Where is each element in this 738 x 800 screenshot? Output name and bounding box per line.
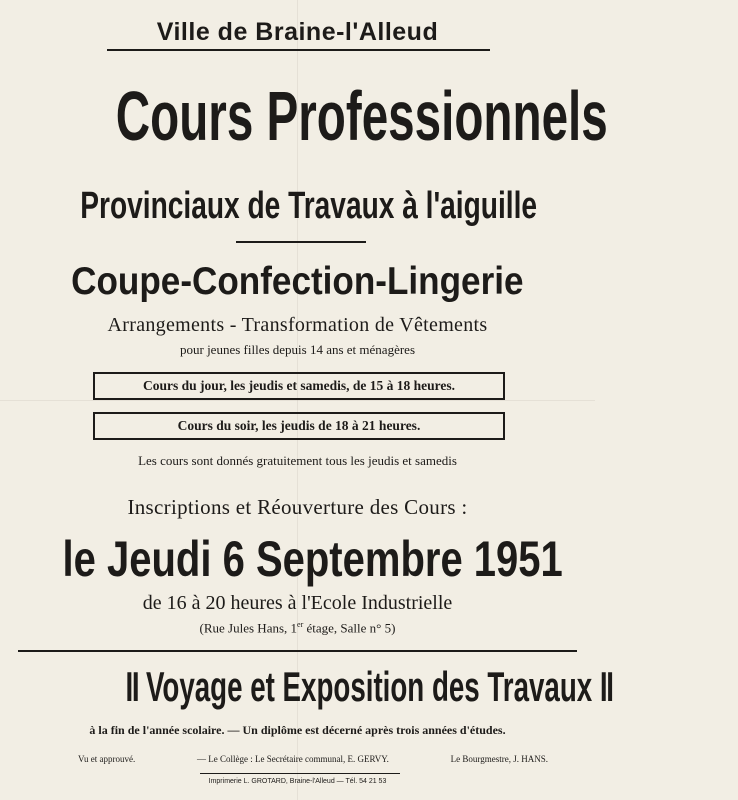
evening-classes-box: Cours du soir, les jeudis de 18 à 21 heures. [93,412,505,440]
subtitle-rule [236,241,366,243]
printer-credit: Imprimerie L. GROTARD, Braine-l'Alleud — Tél. 54 21 53 [208,778,387,785]
college-secretary: — Le Collège : Le Secrétaire communal, E. GERVY. [197,754,389,764]
reopening-date-text: le Jeudi 6 Septembre 1951 [62,531,563,587]
address-line [0,620,595,636]
poster-title-text: Cours Professionnels [115,77,608,155]
signature-line [78,754,548,764]
trip-title: Voyage et Exposition des Travaux [145,663,593,710]
fold-crease-horizontal [0,400,595,401]
reopening-date [0,530,595,588]
trip-heading [0,662,613,712]
courses-heading-text: Coupe-Confection-Lingerie [71,260,524,303]
trip-heading-text [125,662,612,712]
poster-title [0,76,608,156]
approved-text: Vu et approuvé. [78,754,136,764]
audience-line: pour jeunes filles depuis 14 ans et ménagères [179,342,415,357]
poster-subtitle [0,184,595,228]
town-underline [107,49,490,51]
day-classes-box: Cours du jour, les jeudis et samedis, de 15 à 18 heures. [93,372,505,400]
registration-heading: Inscriptions et Réouverture des Cours : [127,495,468,519]
poster-subtitle-text: Provinciaux de Travaux à l'aiguille [80,185,538,227]
address-start: (Rue Jules Hans, 1 [199,620,298,636]
section-divider [18,650,577,652]
end-of-year-note: à la fin de l'année scolaire. — Un diplôme est décerné après trois années d'études. [89,723,506,737]
arrangements-line: Arrangements - Transformation de Vêtements [107,314,488,336]
town-name: Ville de Braine-l'Alleud [156,18,439,46]
printer-rule [200,773,400,774]
trip-bars-right: II [599,663,613,710]
address-superscript: er [297,620,304,629]
mayor-signature: Le Bourgmestre, J. HANS. [450,754,548,764]
address-end: étage, Salle n° 5) [303,620,396,636]
opening-hours: de 16 à 20 heures à l'Ecole Industrielle [142,592,453,614]
free-classes-note: Les cours sont donnés gratuitement tous les jeudis et samedis [138,453,457,468]
trip-bars-left: II [125,663,139,710]
courses-heading [0,259,595,305]
